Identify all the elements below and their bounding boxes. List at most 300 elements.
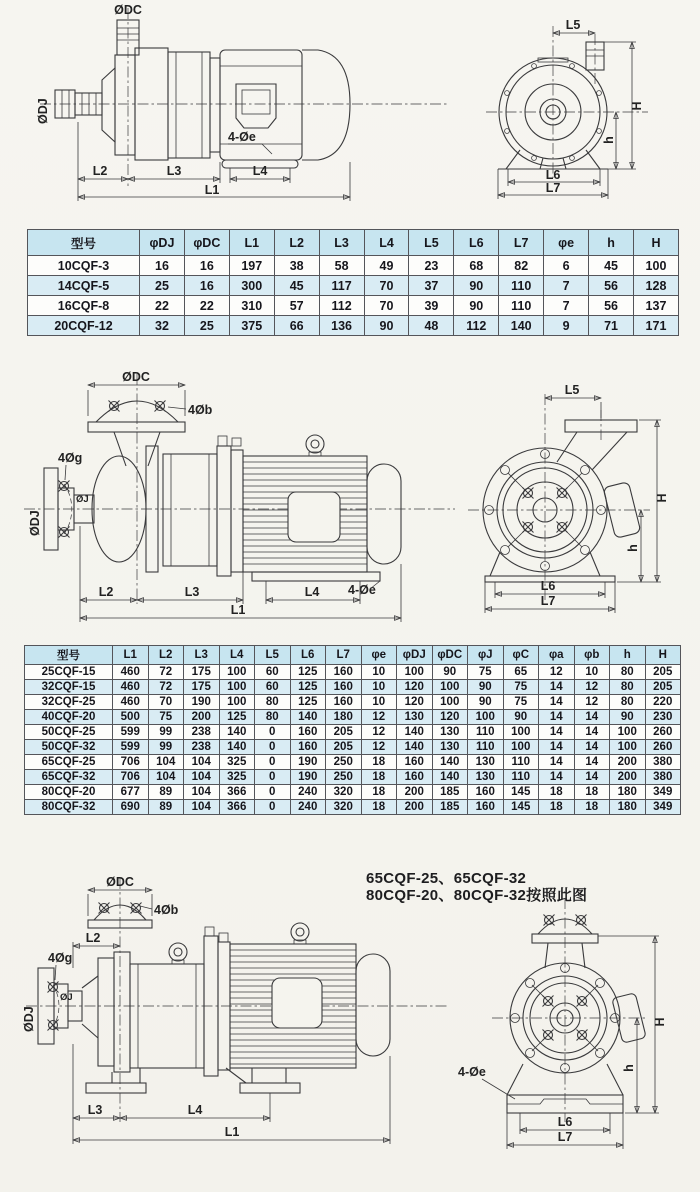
value-cell: 110 (468, 740, 504, 755)
value-cell: 68 (454, 256, 499, 276)
column-header: L2 (274, 230, 319, 256)
value-cell: 128 (633, 276, 678, 296)
value-cell: 90 (503, 710, 539, 725)
value-cell: 18 (361, 755, 397, 770)
dim-label-oj: ØJ (60, 992, 73, 1003)
value-cell: 14 (539, 680, 575, 695)
value-cell: 100 (503, 740, 539, 755)
model-cell: 80CQF-32 (25, 800, 113, 815)
dim-label-h: h (622, 1064, 636, 1072)
header-row (28, 230, 679, 256)
value-cell: 72 (148, 680, 184, 695)
value-cell: 70 (364, 276, 409, 296)
value-cell: 90 (610, 710, 646, 725)
column-header: 型号 (28, 230, 140, 256)
value-cell: 117 (319, 276, 364, 296)
value-cell: 100 (432, 695, 468, 710)
spec-table-small-pumps (27, 229, 679, 336)
dim-label-l4: L4 (252, 164, 268, 178)
dim-label-l7: L7 (540, 594, 556, 608)
dim-label-H: H (630, 101, 644, 111)
value-cell: 14 (574, 710, 610, 725)
value-cell: 599 (113, 725, 149, 740)
value-cell: 70 (364, 296, 409, 316)
value-cell: 6 (544, 256, 589, 276)
dim-label-l4: L4 (304, 585, 320, 599)
value-cell: 104 (184, 755, 220, 770)
value-cell: 14 (574, 740, 610, 755)
table-row (25, 800, 681, 815)
value-cell: 160 (468, 800, 504, 815)
note-line-2: 80CQF-20、80CQF-32按照此图 (366, 887, 588, 904)
dim-label-l2: L2 (98, 585, 114, 599)
value-cell: 12 (361, 740, 397, 755)
value-cell: 0 (255, 755, 291, 770)
column-header: φa (539, 646, 575, 665)
value-cell: 112 (319, 296, 364, 316)
table-row (25, 755, 681, 770)
value-cell: 200 (397, 800, 433, 815)
value-cell: 125 (290, 665, 326, 680)
value-cell: 14 (539, 725, 575, 740)
value-cell: 136 (319, 316, 364, 336)
value-cell: 12 (574, 695, 610, 710)
dim-label-odj: ØDJ (36, 98, 50, 124)
value-cell: 706 (113, 770, 149, 785)
value-cell: 90 (432, 665, 468, 680)
column-header: φb (574, 646, 610, 665)
value-cell: 100 (503, 725, 539, 740)
value-cell: 160 (290, 725, 326, 740)
value-cell: 130 (468, 770, 504, 785)
column-header: φDJ (140, 230, 185, 256)
value-cell: 60 (255, 665, 291, 680)
dim-label-l1: L1 (224, 1125, 240, 1139)
value-cell: 250 (326, 770, 362, 785)
value-cell: 45 (274, 276, 319, 296)
value-cell: 320 (326, 785, 362, 800)
model-cell: 10CQF-3 (28, 256, 140, 276)
dim-label-l1: L1 (204, 183, 220, 197)
model-cell: 50CQF-25 (25, 725, 113, 740)
dim-label-l3: L3 (166, 164, 182, 178)
column-header: L7 (326, 646, 362, 665)
value-cell: 75 (468, 665, 504, 680)
dim-label-4ob: 4Øb (188, 403, 213, 417)
dim-label-4oe: 4-Øe (348, 583, 376, 597)
model-cell: 32CQF-25 (25, 695, 113, 710)
value-cell: 140 (432, 770, 468, 785)
drawing-top (0, 0, 700, 224)
value-cell: 56 (589, 276, 634, 296)
value-cell: 72 (148, 665, 184, 680)
value-cell: 25 (184, 316, 229, 336)
value-cell: 185 (432, 800, 468, 815)
pump-end-view-foot-mounted (458, 898, 667, 1149)
model-cell: 65CQF-25 (25, 755, 113, 770)
value-cell: 366 (219, 785, 255, 800)
dim-label-4og: 4Øg (48, 951, 73, 965)
table-row (25, 710, 681, 725)
pump-side-view-small (36, 3, 448, 201)
value-cell: 38 (274, 256, 319, 276)
value-cell: 110 (499, 276, 544, 296)
value-cell: 120 (397, 695, 433, 710)
value-cell: 22 (184, 296, 229, 316)
dim-label-l3: L3 (184, 585, 200, 599)
value-cell: 120 (432, 710, 468, 725)
value-cell: 380 (645, 755, 681, 770)
model-cell: 25CQF-15 (25, 665, 113, 680)
dim-label-l5: L5 (565, 18, 581, 32)
value-cell: 500 (113, 710, 149, 725)
value-cell: 197 (229, 256, 274, 276)
value-cell: 250 (326, 755, 362, 770)
value-cell: 100 (468, 710, 504, 725)
model-cell: 32CQF-15 (25, 680, 113, 695)
value-cell: 14 (574, 725, 610, 740)
table-row (28, 296, 679, 316)
model-cell: 20CQF-12 (28, 316, 140, 336)
column-header: H (645, 646, 681, 665)
value-cell: 104 (184, 770, 220, 785)
value-cell: 90 (468, 680, 504, 695)
value-cell: 200 (397, 785, 433, 800)
value-cell: 80 (610, 665, 646, 680)
value-cell: 690 (113, 800, 149, 815)
value-cell: 12 (539, 665, 575, 680)
value-cell: 75 (148, 710, 184, 725)
header-row (25, 646, 681, 665)
value-cell: 130 (397, 710, 433, 725)
dim-label-l2: L2 (85, 931, 101, 945)
value-cell: 325 (219, 770, 255, 785)
value-cell: 7 (544, 276, 589, 296)
dim-label-l7: L7 (545, 181, 561, 195)
value-cell: 460 (113, 680, 149, 695)
value-cell: 366 (219, 800, 255, 815)
value-cell: 16 (140, 256, 185, 276)
value-cell: 99 (148, 725, 184, 740)
value-cell: 32 (140, 316, 185, 336)
dim-label-l5: L5 (564, 383, 580, 397)
value-cell: 39 (409, 296, 454, 316)
value-cell: 14 (574, 770, 610, 785)
column-header: L1 (113, 646, 149, 665)
value-cell: 48 (409, 316, 454, 336)
dim-label-l3: L3 (87, 1103, 103, 1117)
dim-label-odj: ØDJ (22, 1006, 36, 1032)
value-cell: 171 (633, 316, 678, 336)
column-header: L1 (229, 230, 274, 256)
value-cell: 110 (468, 725, 504, 740)
column-header: φe (361, 646, 397, 665)
value-cell: 18 (539, 800, 575, 815)
value-cell: 205 (326, 725, 362, 740)
column-header: L4 (364, 230, 409, 256)
dim-label-h: h (602, 136, 616, 144)
value-cell: 14 (539, 770, 575, 785)
column-header: 型号 (25, 646, 113, 665)
pump-side-view-large (24, 370, 455, 622)
value-cell: 90 (454, 296, 499, 316)
dim-label-odj: ØDJ (28, 510, 42, 536)
value-cell: 110 (503, 770, 539, 785)
value-cell: 104 (184, 785, 220, 800)
value-cell: 200 (610, 770, 646, 785)
value-cell: 240 (290, 800, 326, 815)
value-cell: 100 (219, 665, 255, 680)
value-cell: 104 (184, 800, 220, 815)
value-cell: 10 (361, 680, 397, 695)
value-cell: 140 (219, 725, 255, 740)
value-cell: 140 (397, 725, 433, 740)
table-row (25, 665, 681, 680)
column-header: L4 (219, 646, 255, 665)
pump-end-view-large (468, 383, 669, 613)
dim-label-H: H (655, 493, 669, 503)
column-header: φDC (184, 230, 229, 256)
value-cell: 14 (539, 695, 575, 710)
dim-label-4og: 4Øg (58, 451, 83, 465)
value-cell: 90 (468, 695, 504, 710)
value-cell: 200 (184, 710, 220, 725)
table-row (25, 770, 681, 785)
value-cell: 125 (290, 695, 326, 710)
value-cell: 65 (503, 665, 539, 680)
value-cell: 99 (148, 740, 184, 755)
value-cell: 16 (184, 276, 229, 296)
value-cell: 325 (219, 755, 255, 770)
table-row (25, 695, 681, 710)
value-cell: 220 (645, 695, 681, 710)
value-cell: 57 (274, 296, 319, 316)
value-cell: 140 (499, 316, 544, 336)
value-cell: 160 (468, 785, 504, 800)
value-cell: 160 (290, 740, 326, 755)
value-cell: 205 (645, 665, 681, 680)
value-cell: 75 (503, 680, 539, 695)
value-cell: 80 (255, 695, 291, 710)
value-cell: 320 (326, 800, 362, 815)
value-cell: 12 (361, 725, 397, 740)
column-header: L6 (290, 646, 326, 665)
value-cell: 677 (113, 785, 149, 800)
value-cell: 12 (361, 710, 397, 725)
value-cell: 190 (184, 695, 220, 710)
value-cell: 23 (409, 256, 454, 276)
value-cell: 18 (361, 785, 397, 800)
value-cell: 10 (361, 665, 397, 680)
column-header: H (633, 230, 678, 256)
value-cell: 18 (574, 800, 610, 815)
value-cell: 349 (645, 800, 681, 815)
value-cell: 140 (290, 710, 326, 725)
value-cell: 104 (148, 770, 184, 785)
column-header: L7 (499, 230, 544, 256)
column-header: φDC (432, 646, 468, 665)
value-cell: 0 (255, 725, 291, 740)
column-header: L2 (148, 646, 184, 665)
value-cell: 14 (574, 755, 610, 770)
value-cell: 160 (326, 680, 362, 695)
value-cell: 25 (140, 276, 185, 296)
value-cell: 100 (397, 665, 433, 680)
model-cell: 50CQF-32 (25, 740, 113, 755)
value-cell: 160 (397, 755, 433, 770)
dim-label-oj: ØJ (76, 494, 89, 505)
value-cell: 89 (148, 800, 184, 815)
value-cell: 104 (148, 755, 184, 770)
value-cell: 706 (113, 755, 149, 770)
value-cell: 14 (539, 755, 575, 770)
value-cell: 0 (255, 800, 291, 815)
value-cell: 71 (589, 316, 634, 336)
value-cell: 9 (544, 316, 589, 336)
value-cell: 18 (539, 785, 575, 800)
value-cell: 160 (326, 665, 362, 680)
value-cell: 56 (589, 296, 634, 316)
value-cell: 190 (290, 770, 326, 785)
value-cell: 75 (503, 695, 539, 710)
dim-label-4oe: 4-Øe (228, 130, 256, 144)
column-header: L3 (319, 230, 364, 256)
value-cell: 230 (645, 710, 681, 725)
value-cell: 238 (184, 725, 220, 740)
value-cell: 16 (184, 256, 229, 276)
value-cell: 145 (503, 800, 539, 815)
value-cell: 160 (326, 695, 362, 710)
column-header: φe (544, 230, 589, 256)
value-cell: 10 (574, 665, 610, 680)
column-header: L3 (184, 646, 220, 665)
value-cell: 260 (645, 740, 681, 755)
value-cell: 120 (397, 680, 433, 695)
column-header: φJ (468, 646, 504, 665)
value-cell: 140 (432, 755, 468, 770)
value-cell: 100 (610, 740, 646, 755)
value-cell: 238 (184, 740, 220, 755)
value-cell: 14 (539, 710, 575, 725)
value-cell: 380 (645, 770, 681, 785)
pump-side-view-foot-mounted (22, 875, 448, 1144)
table-row (25, 740, 681, 755)
drawing-middle (0, 368, 700, 630)
column-header: L6 (454, 230, 499, 256)
dim-label-l6: L6 (545, 168, 561, 182)
value-cell: 137 (633, 296, 678, 316)
value-cell: 100 (610, 725, 646, 740)
pump-end-view-small (486, 18, 648, 199)
value-cell: 375 (229, 316, 274, 336)
value-cell: 12 (574, 680, 610, 695)
value-cell: 7 (544, 296, 589, 316)
value-cell: 112 (454, 316, 499, 336)
value-cell: 130 (432, 740, 468, 755)
model-cell: 40CQF-20 (25, 710, 113, 725)
note-line-1: 65CQF-25、65CQF-32 (366, 870, 527, 887)
value-cell: 60 (255, 680, 291, 695)
value-cell: 300 (229, 276, 274, 296)
dim-label-odc: ØDC (106, 875, 134, 889)
column-header: φDJ (397, 646, 433, 665)
value-cell: 180 (326, 710, 362, 725)
model-cell: 16CQF-8 (28, 296, 140, 316)
value-cell: 14 (539, 740, 575, 755)
value-cell: 70 (148, 695, 184, 710)
model-cell: 80CQF-20 (25, 785, 113, 800)
value-cell: 0 (255, 740, 291, 755)
value-cell: 460 (113, 665, 149, 680)
value-cell: 66 (274, 316, 319, 336)
dim-label-4oe: 4-Øe (458, 1065, 486, 1079)
dim-label-h: h (626, 544, 640, 552)
value-cell: 599 (113, 740, 149, 755)
value-cell: 205 (645, 680, 681, 695)
value-cell: 89 (148, 785, 184, 800)
value-cell: 130 (432, 725, 468, 740)
value-cell: 185 (432, 785, 468, 800)
dim-label-l1: L1 (230, 603, 246, 617)
value-cell: 180 (610, 785, 646, 800)
value-cell: 205 (326, 740, 362, 755)
value-cell: 260 (645, 725, 681, 740)
value-cell: 100 (219, 680, 255, 695)
value-cell: 80 (255, 710, 291, 725)
value-cell: 310 (229, 296, 274, 316)
value-cell: 100 (432, 680, 468, 695)
value-cell: 0 (255, 785, 291, 800)
model-cell: 65CQF-32 (25, 770, 113, 785)
value-cell: 140 (219, 740, 255, 755)
spec-table-large-pumps (24, 645, 681, 815)
value-cell: 175 (184, 680, 220, 695)
value-cell: 0 (255, 770, 291, 785)
value-cell: 190 (290, 755, 326, 770)
value-cell: 110 (499, 296, 544, 316)
table-row (25, 680, 681, 695)
value-cell: 10 (361, 695, 397, 710)
table-row (25, 725, 681, 740)
drawing-bottom (0, 872, 700, 1192)
value-cell: 240 (290, 785, 326, 800)
value-cell: 37 (409, 276, 454, 296)
value-cell: 45 (589, 256, 634, 276)
value-cell: 180 (610, 800, 646, 815)
value-cell: 80 (610, 695, 646, 710)
column-header: L5 (255, 646, 291, 665)
value-cell: 49 (364, 256, 409, 276)
table-row (28, 276, 679, 296)
column-header: h (589, 230, 634, 256)
value-cell: 22 (140, 296, 185, 316)
dim-label-4ob: 4Øb (154, 903, 179, 917)
value-cell: 18 (361, 800, 397, 815)
value-cell: 90 (364, 316, 409, 336)
dim-label-H: H (653, 1017, 667, 1027)
value-cell: 90 (454, 276, 499, 296)
table-row (28, 316, 679, 336)
value-cell: 125 (290, 680, 326, 695)
dim-label-l2: L2 (92, 164, 108, 178)
model-cell: 14CQF-5 (28, 276, 140, 296)
value-cell: 460 (113, 695, 149, 710)
value-cell: 18 (361, 770, 397, 785)
value-cell: 100 (633, 256, 678, 276)
table-row (28, 256, 679, 276)
dim-label-l6: L6 (540, 579, 556, 593)
dim-label-l7: L7 (557, 1130, 573, 1144)
